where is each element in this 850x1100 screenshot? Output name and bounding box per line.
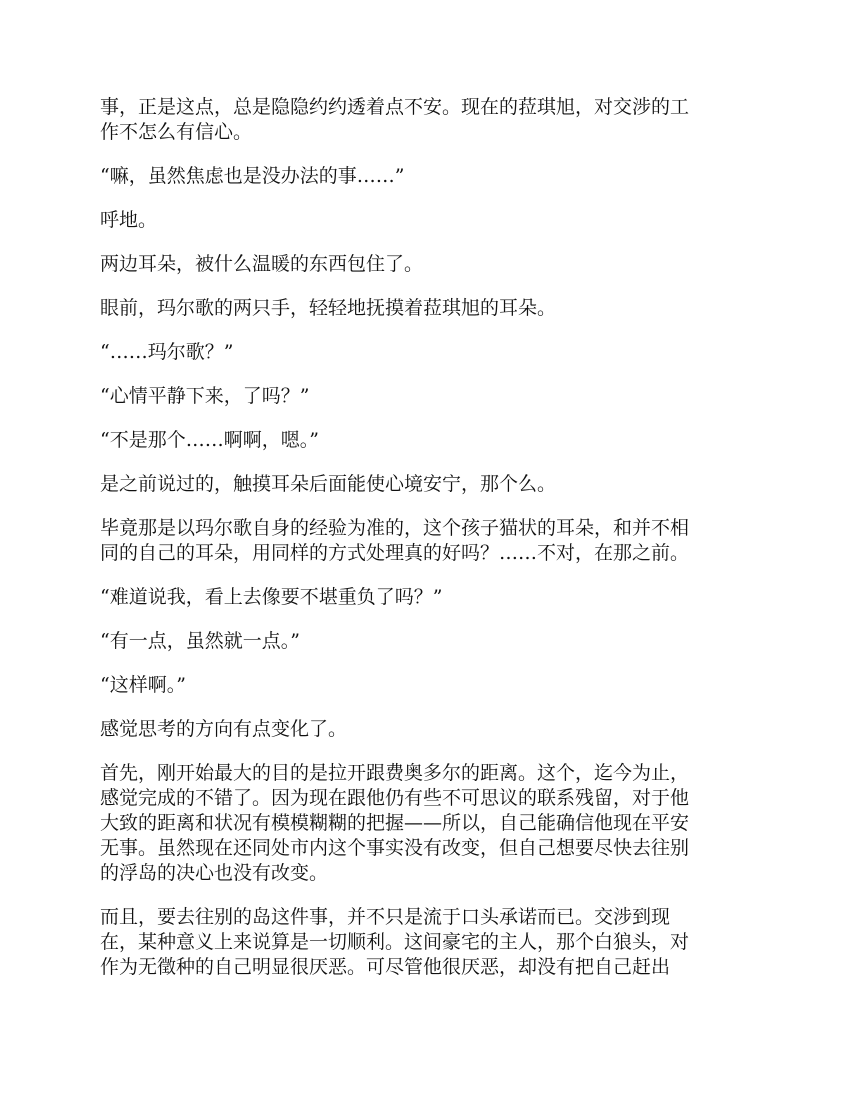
text-line: 感觉思考的方向有点变化了。 [100,718,348,740]
paragraph [100,585,750,610]
text-line: 的浮岛的决心也没有改变。 [100,862,329,884]
text-line: 首先，刚开始最大的目的是拉开跟费奥多尔的距离。这个，迄今为止， [100,762,690,784]
text-line: 事，正是这点，总是隐隐约约透着点不安。现在的菈琪旭，对交涉的工 [100,96,690,118]
text-line: “有一点，虽然就一点。” [100,630,300,652]
paragraph [100,340,750,365]
document-page [100,95,750,999]
paragraph [100,296,750,321]
paragraph [100,164,750,189]
text-line: “难道说我，看上去像要不堪重负了吗？” [100,586,443,608]
text-line: 作为无徵种的自己明显很厌恶。可尽管他很厌恶，却没有把自己赶出 [100,956,671,978]
paragraph [100,95,750,145]
text-line: 在，某种意义上来说算是一切顺利。这间豪宅的主人，那个白狼头，对 [100,931,690,953]
paragraph [100,629,750,654]
paragraph [100,208,750,233]
text-line: 眼前，玛尔歌的两只手，轻轻地抚摸着菈琪旭的耳朵。 [100,297,557,319]
paragraph [100,905,750,980]
text-line: “……玛尔歌？” [100,341,234,363]
paragraph [100,428,750,453]
text-line: 同的自己的耳朵，用同样的方式处理真的好吗？……不对，在那之前。 [100,542,690,564]
text-line: “嘛，虽然焦虑也是没办法的事……” [100,165,405,187]
paragraph [100,673,750,698]
paragraph [100,384,750,409]
text-line: 两边耳朵，被什么温暖的东西包住了。 [100,253,424,275]
text-line: 是之前说过的，触摸耳朵后面能使心境安宁，那个么。 [100,473,557,495]
text-line: “不是那个……啊啊，嗯。” [100,429,319,451]
paragraph [100,761,750,886]
text-line: “心情平静下来，了吗？” [100,385,310,407]
text-line: 呼地。 [100,209,158,231]
text-line: 大致的距离和状况有模模糊糊的把握——所以，自己能确信他现在平安 [100,812,690,834]
paragraph [100,516,750,566]
paragraph [100,252,750,277]
text-line: 作不怎么有信心。 [100,121,253,143]
paragraph [100,717,750,742]
paragraph [100,472,750,497]
text-line: 而且，要去往别的岛这件事，并不只是流于口头承诺而已。交涉到现 [100,906,671,928]
text-line: 无事。虽然现在还同处市内这个事实没有改变，但自己想要尽快去往别 [100,837,690,859]
text-line: 感觉完成的不错了。因为现在跟他仍有些不可思议的联系残留，对于他 [100,787,690,809]
text-line: 毕竟那是以玛尔歌自身的经验为准的，这个孩子猫状的耳朵，和并不相 [100,517,690,539]
text-line: “这样啊。” [100,674,186,696]
